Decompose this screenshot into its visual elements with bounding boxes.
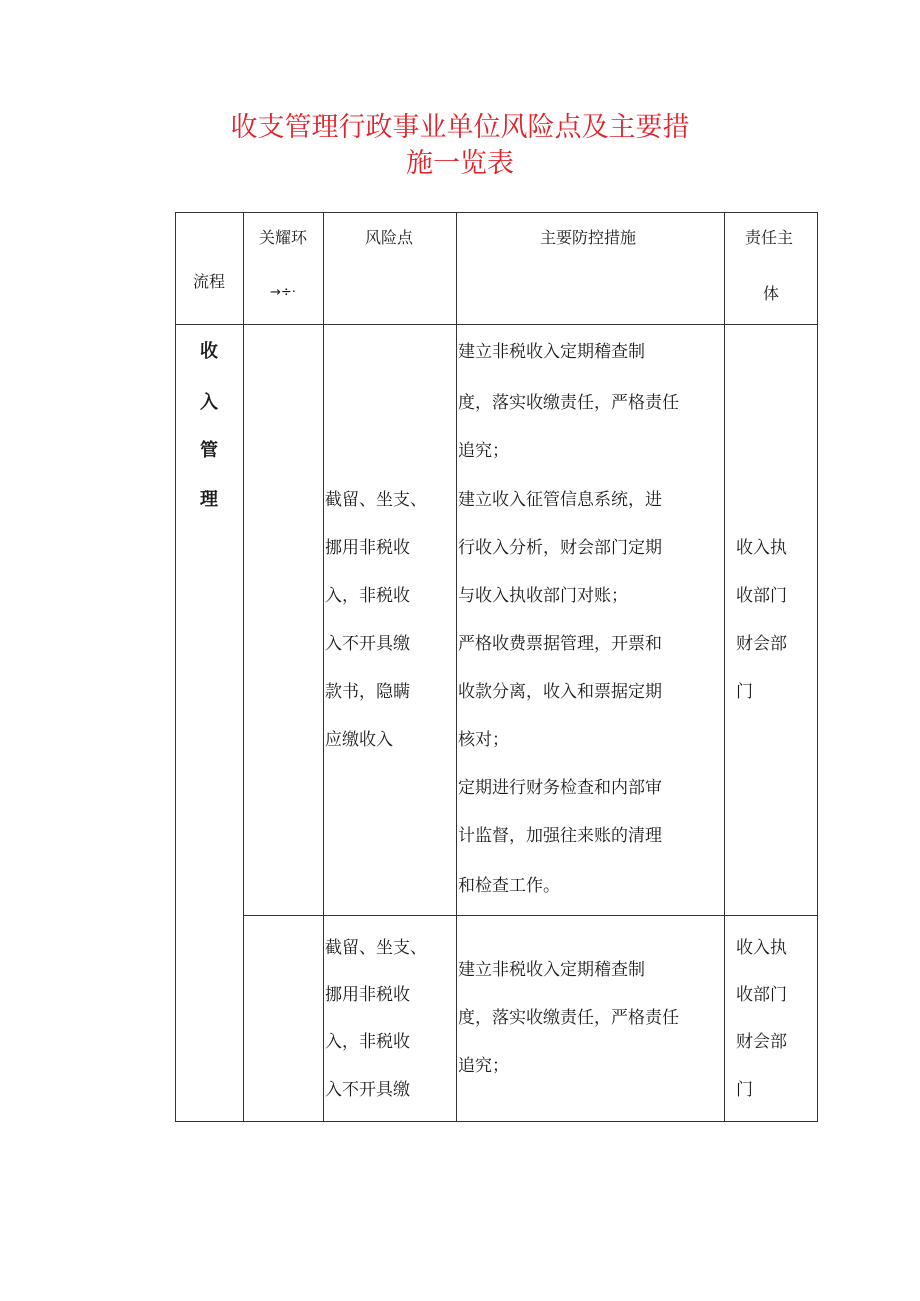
row2-risk-line: 截留、坐支、 — [325, 938, 427, 958]
process-char: 收 — [200, 341, 218, 362]
row2-responsible-line: 收部门 — [736, 985, 787, 1005]
row1-responsible-line: 收入执 — [736, 538, 787, 558]
row2-risk-line: 挪用非税收 — [325, 985, 410, 1005]
document-title-line-1: 收支管理行政事业单位风险点及主要措 — [230, 112, 690, 143]
row2-risk-line: 入，非税收 — [325, 1032, 410, 1052]
row1-responsible-line: 收部门 — [736, 586, 787, 606]
header-process: 流程 — [193, 272, 226, 291]
table-col-divider-3 — [456, 212, 457, 1122]
row1-measure-line: 严格收费票据管理，开票和 — [458, 634, 662, 654]
header-key-link-line-1: 关耀环 — [259, 228, 308, 247]
header-responsible-line-2: 体 — [763, 284, 780, 303]
table-border-left — [175, 212, 176, 1122]
table-col-divider-4 — [724, 212, 725, 1122]
row1-measure-line: 定期进行财务检查和内部审 — [458, 778, 662, 798]
row2-responsible-line: 收入执 — [736, 938, 787, 958]
row2-responsible-line: 门 — [736, 1080, 753, 1100]
row1-measure-line: 收款分离，收入和票据定期 — [458, 682, 662, 702]
process-char: 理 — [200, 489, 218, 510]
header-responsible-line-1: 责任主 — [745, 228, 794, 247]
table-border-bottom — [175, 1121, 818, 1122]
table-row-divider — [243, 915, 818, 916]
row1-risk-line: 入不开具缴 — [325, 634, 410, 654]
row1-measure-line: 核对； — [458, 730, 509, 750]
row2-measure-line: 追究； — [458, 1056, 509, 1076]
table-border-top — [175, 212, 818, 213]
row1-measure-line: 度，落实收缴责任，严格责任 — [458, 393, 679, 413]
table-header-divider — [175, 324, 818, 325]
row1-measure-line: 与收入执收部门对账； — [458, 586, 628, 606]
row1-measure-line: 建立非税收入定期稽查制 — [458, 342, 645, 362]
row1-measure-line: 计监督，加强往来账的清理 — [458, 826, 662, 846]
process-char: 入 — [200, 392, 218, 413]
row1-responsible-line: 门 — [736, 682, 753, 702]
header-measures: 主要防控措施 — [540, 228, 637, 247]
row2-responsible-line: 财会部 — [736, 1032, 787, 1052]
row2-measure-line: 建立非税收入定期稽查制 — [458, 960, 645, 980]
row2-measure-line: 度，落实收缴责任，严格责任 — [458, 1008, 679, 1028]
row1-measure-line: 追究； — [458, 441, 509, 461]
table-col-divider-1 — [243, 212, 244, 1122]
row1-measure-line: 行收入分析，财会部门定期 — [458, 538, 662, 558]
header-risk-point: 风险点 — [365, 228, 414, 247]
row1-risk-line: 截留、坐支、 — [325, 490, 427, 510]
row1-responsible-line: 财会部 — [736, 634, 787, 654]
process-char: 管 — [200, 440, 218, 461]
document-title-line-2: 施一览表 — [406, 148, 514, 179]
header-key-link-line-2: →÷· — [270, 285, 296, 300]
row1-measure-line: 建立收入征管信息系统，进 — [458, 490, 662, 510]
row1-risk-line: 挪用非税收 — [325, 538, 410, 558]
row1-risk-line: 款书，隐瞒 — [325, 682, 410, 702]
row2-risk-line: 入不开具缴 — [325, 1080, 410, 1100]
table-col-divider-2 — [323, 212, 324, 1122]
table-border-right — [817, 212, 818, 1122]
row1-measure-line: 和检查工作。 — [458, 876, 560, 896]
row1-risk-line: 入，非税收 — [325, 586, 410, 606]
row1-risk-line: 应缴收入 — [325, 730, 393, 750]
